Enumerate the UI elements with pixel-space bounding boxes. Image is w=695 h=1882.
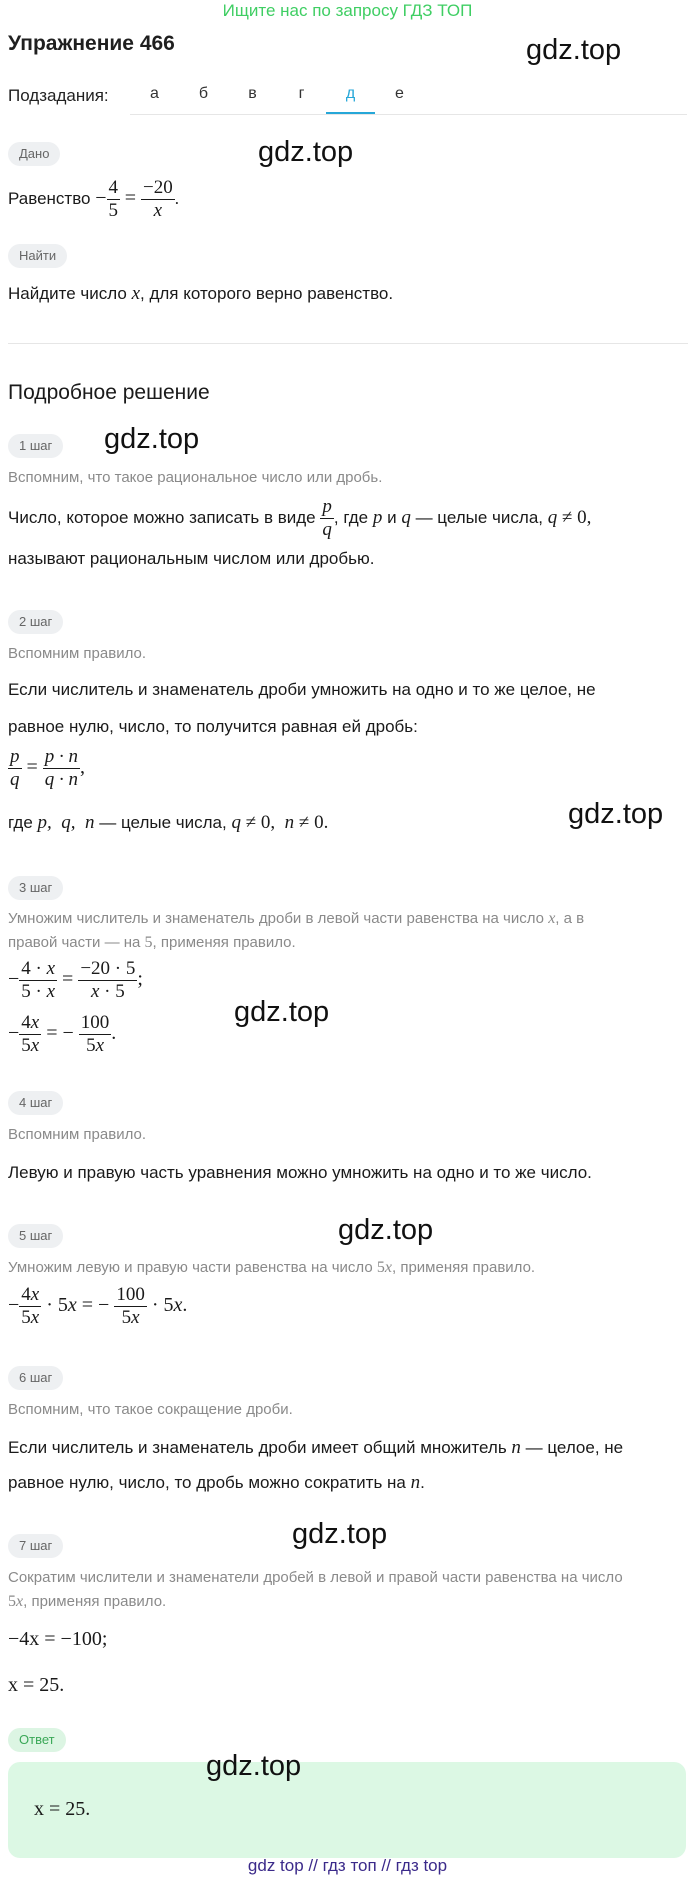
step-7-equation-1: −4x = −100; — [8, 1628, 108, 1650]
page-title: Упражнение 466 — [8, 32, 175, 55]
watermark: gdz.top — [258, 136, 354, 168]
watermark: gdz.top — [526, 34, 622, 66]
step-2-hint: Вспомним правило. — [8, 645, 147, 662]
given-equation: Равенство − $\frac{4}{5}$ = $\frac{-20}{x}$ . — [8, 177, 179, 222]
tab-d[interactable]: д — [326, 76, 375, 114]
step-3-hint-2: правой части — на 5, применяя правило. — [8, 934, 296, 951]
step-4-badge: 4 шаг — [8, 1091, 63, 1115]
step-2-line3: где p, q, n — целые числа, q ≠ 0, n ≠ 0. — [8, 812, 329, 833]
answer-badge: Ответ — [8, 1728, 66, 1752]
answer-value: x = 25. — [34, 1798, 91, 1820]
tab-g[interactable]: г — [298, 85, 305, 102]
step-3-hint-1: Умножим числитель и знаменатель дроби в левой части равенства на число x, а в — [8, 910, 585, 927]
step-7-equation-2: x = 25. — [8, 1674, 65, 1696]
section-divider — [8, 343, 688, 344]
tab-a[interactable]: а — [150, 85, 159, 102]
step-4-line: Левую и правую часть уравнения можно умножить на одно и то же число. — [8, 1163, 592, 1182]
step-7-badge: 7 шаг — [8, 1534, 63, 1558]
tab-v[interactable]: в — [248, 85, 257, 102]
step-1-badge: 1 шаг — [8, 434, 63, 458]
subtasks-label: Подзадания: — [8, 86, 109, 105]
step-3-equation-2: − $\frac{4x}{5x}$ = − $\frac{100}{5x}$ . — [8, 1012, 117, 1056]
step-2-formula: $\frac{p}{q}$ = $\frac{p \cdot n}{q \cdot n}$ , — [10, 746, 86, 790]
step-6-hint: Вспомним, что такое сокращение дроби. — [8, 1401, 293, 1418]
step-3-equation-1: − $\frac{4 \cdot x}{5 \cdot x}$ = $\frac{-20 \cdot 5}{x \cdot 5}$ ; — [8, 958, 143, 1002]
watermark: gdz.top — [104, 423, 200, 455]
find-text: Найдите число x, для которого верно равенство. — [8, 283, 394, 304]
step-2-badge: 2 шаг — [8, 610, 63, 634]
step-1-line2: называют рациональным числом или дробью. — [8, 549, 375, 568]
given-badge: Дано — [8, 142, 60, 166]
answer-box — [8, 1762, 686, 1858]
tabs-divider — [130, 114, 687, 115]
step-5-hint: Умножим левую и правую части равенства на число 5x, применяя правило. — [8, 1259, 536, 1276]
step-7-hint-1: Сократим числители и знаменатели дробей в левой и правой части равенства на число — [8, 1569, 623, 1586]
step-1-hint: Вспомним, что такое рациональное число или дробь. — [8, 469, 383, 486]
step-2-line1: Если числитель и знаменатель дроби умножить на одно и то же целое, не — [8, 680, 596, 699]
step-4-hint: Вспомним правило. — [8, 1126, 147, 1143]
watermark: gdz.top — [234, 996, 330, 1028]
step-1-line1: Число, которое можно записать в виде $\frac{p}{q}$ , где p и q — целые числа, q ≠ 0, — [8, 496, 592, 541]
tab-e[interactable]: е — [395, 85, 404, 102]
tab-b[interactable]: б — [198, 85, 209, 102]
subtasks-tabs — [130, 76, 424, 114]
solution-title: Подробное решение — [8, 381, 210, 404]
step-6-line1: Если числитель и знаменатель дроби имеет общий множитель n — целое, не — [8, 1437, 624, 1458]
step-5-equation: − $\frac{4x}{5x}$ · 5x = − $\frac{100}{5x}$ · 5x. — [8, 1284, 188, 1328]
step-2-line2: равное нулю, число, то получится равная ей дробь: — [8, 717, 418, 736]
watermark: gdz.top — [292, 1518, 388, 1550]
step-3-badge: 3 шаг — [8, 876, 63, 900]
find-badge: Найти — [8, 244, 67, 268]
watermark: gdz.top — [568, 798, 664, 830]
search-banner: Ищите нас по запросу ГДЗ ТОП — [222, 1, 473, 20]
step-6-badge: 6 шаг — [8, 1366, 63, 1390]
footer-links[interactable]: gdz top // гдз топ // гдз top — [247, 1856, 448, 1875]
step-6-line2: равное нулю, число, то дробь можно сократить на n. — [8, 1472, 425, 1493]
watermark: gdz.top — [338, 1214, 434, 1246]
watermark: gdz.top — [206, 1750, 302, 1782]
step-7-hint-2: 5x, применяя правило. — [8, 1593, 167, 1610]
step-5-badge: 5 шаг — [8, 1224, 63, 1248]
